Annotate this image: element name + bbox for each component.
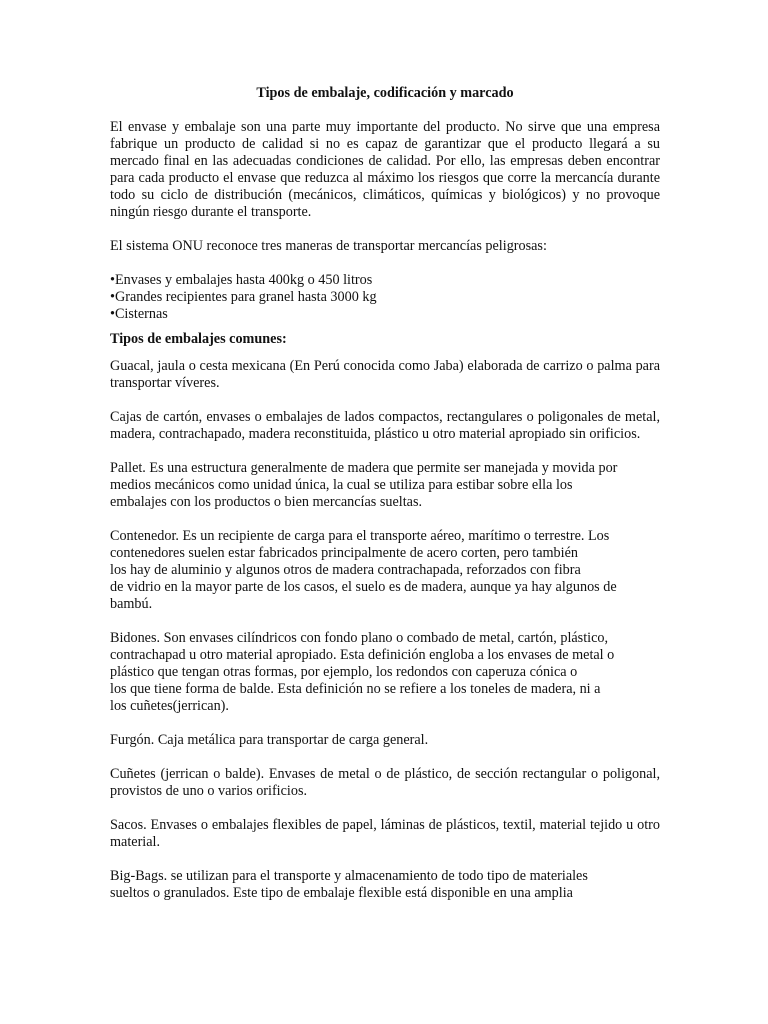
bullet-icon: •	[110, 289, 115, 305]
document-body	[110, 85, 660, 919]
document-title: Tipos de embalaje, codificación y marcado	[256, 85, 514, 101]
cunetes-paragraph: Cuñetes (jerrican o balde). Envases de metal o de plástico, de sección rectangular o poligonal, provistos de uno o varios orificios.	[110, 766, 660, 799]
bidones-line: Bidones. Son envases cilíndricos con fondo plano o combado de metal, cartón, plástico,	[110, 630, 609, 646]
bidones-line: los cuñetes(jerrican).	[110, 698, 229, 714]
bigbags-paragraph	[110, 868, 660, 902]
contenedor-paragraph	[110, 528, 660, 613]
list-item	[110, 289, 660, 306]
pallet-line: Pallet. Es una estructura generalmente de madera que permite ser manejada y movida por	[110, 460, 618, 476]
contenedor-line: contenedores suelen estar fabricados principalmente de acero corten, pero también	[110, 545, 578, 561]
list-item-text: Cisternas	[114, 306, 168, 322]
contenedor-line: los hay de aluminio y algunos otros de madera contrachapada, reforzados con fibra	[110, 562, 581, 578]
list-item-text: Grandes recipientes para granel hasta 3000 kg	[114, 289, 377, 305]
bidones-line: los que tiene forma de balde. Esta definición no se refiere a los toneles de madera, ni a	[110, 681, 601, 697]
cajas-paragraph: Cajas de cartón, envases o embalajes de lados compactos, rectangulares o poligonales de metal, madera, contrachapado, madera reconstituida, plástico u otro material apropiado sin orificios.	[110, 409, 660, 442]
contenedor-line: bambú.	[110, 596, 153, 612]
pallet-line: medios mecánicos como unidad única, la cual se utiliza para estibar sobre ella los	[110, 477, 573, 493]
bullet-icon: •	[110, 272, 115, 288]
transport-ways-list	[110, 272, 660, 323]
bidones-line: contrachapad u otro material apropiado. Esta definición engloba a los envases de metal o	[110, 647, 615, 663]
bullet-icon: •	[110, 306, 115, 322]
bidones-line: plástico que tengan otras formas, por ejemplo, los redondos con caperuza cónica o	[110, 664, 578, 680]
bidones-paragraph	[110, 630, 660, 715]
furgon-paragraph: Furgón. Caja metálica para transportar de carga general.	[110, 732, 429, 748]
bigbags-line: sueltos o granulados. Este tipo de embalaje flexible está disponible en una amplia	[110, 885, 573, 901]
pallet-line: embalajes con los productos o bien mercancías sueltas.	[110, 494, 423, 510]
pallet-paragraph	[110, 460, 660, 511]
contenedor-line: de vidrio en la mayor parte de los casos, el suelo es de madera, aunque ya hay algunos de	[110, 579, 617, 595]
common-packaging-heading: Tipos de embalajes comunes:	[110, 331, 287, 347]
bigbags-line: Big-Bags. se utilizan para el transporte y almacenamiento de todo tipo de materiales	[110, 868, 588, 884]
list-item	[110, 306, 660, 323]
onu-paragraph: El sistema ONU reconoce tres maneras de transportar mercancías peligrosas:	[110, 238, 547, 254]
intro-paragraph: El envase y embalaje son una parte muy importante del producto. No sirve que una empresa fabrique un producto de calidad si no es capaz de garantizar que el producto llegará a su mercado final en las adecuadas condiciones de calidad. Por ello, las empresas deben encontrar para cada producto el envase que reduzca al máximo los riesgos que corre la mercancía durante todo su ciclo de distribución (mecánicos, climáticos, químicas y biológicos) y no provoque ningún riesgo durante el transporte.	[110, 119, 660, 220]
guacal-paragraph: Guacal, jaula o cesta mexicana (En Perú conocida como Jaba) elaborada de carrizo o palma para transportar víveres.	[110, 358, 660, 391]
list-item-text: Envases y embalajes hasta 400kg o 450 litros	[114, 272, 373, 288]
contenedor-line: Contenedor. Es un recipiente de carga para el transporte aéreo, marítimo o terrestre. Los	[110, 528, 610, 544]
sacos-paragraph: Sacos. Envases o embalajes flexibles de papel, láminas de plásticos, textil, material tejido u otro material.	[110, 817, 660, 850]
list-item	[110, 272, 660, 289]
